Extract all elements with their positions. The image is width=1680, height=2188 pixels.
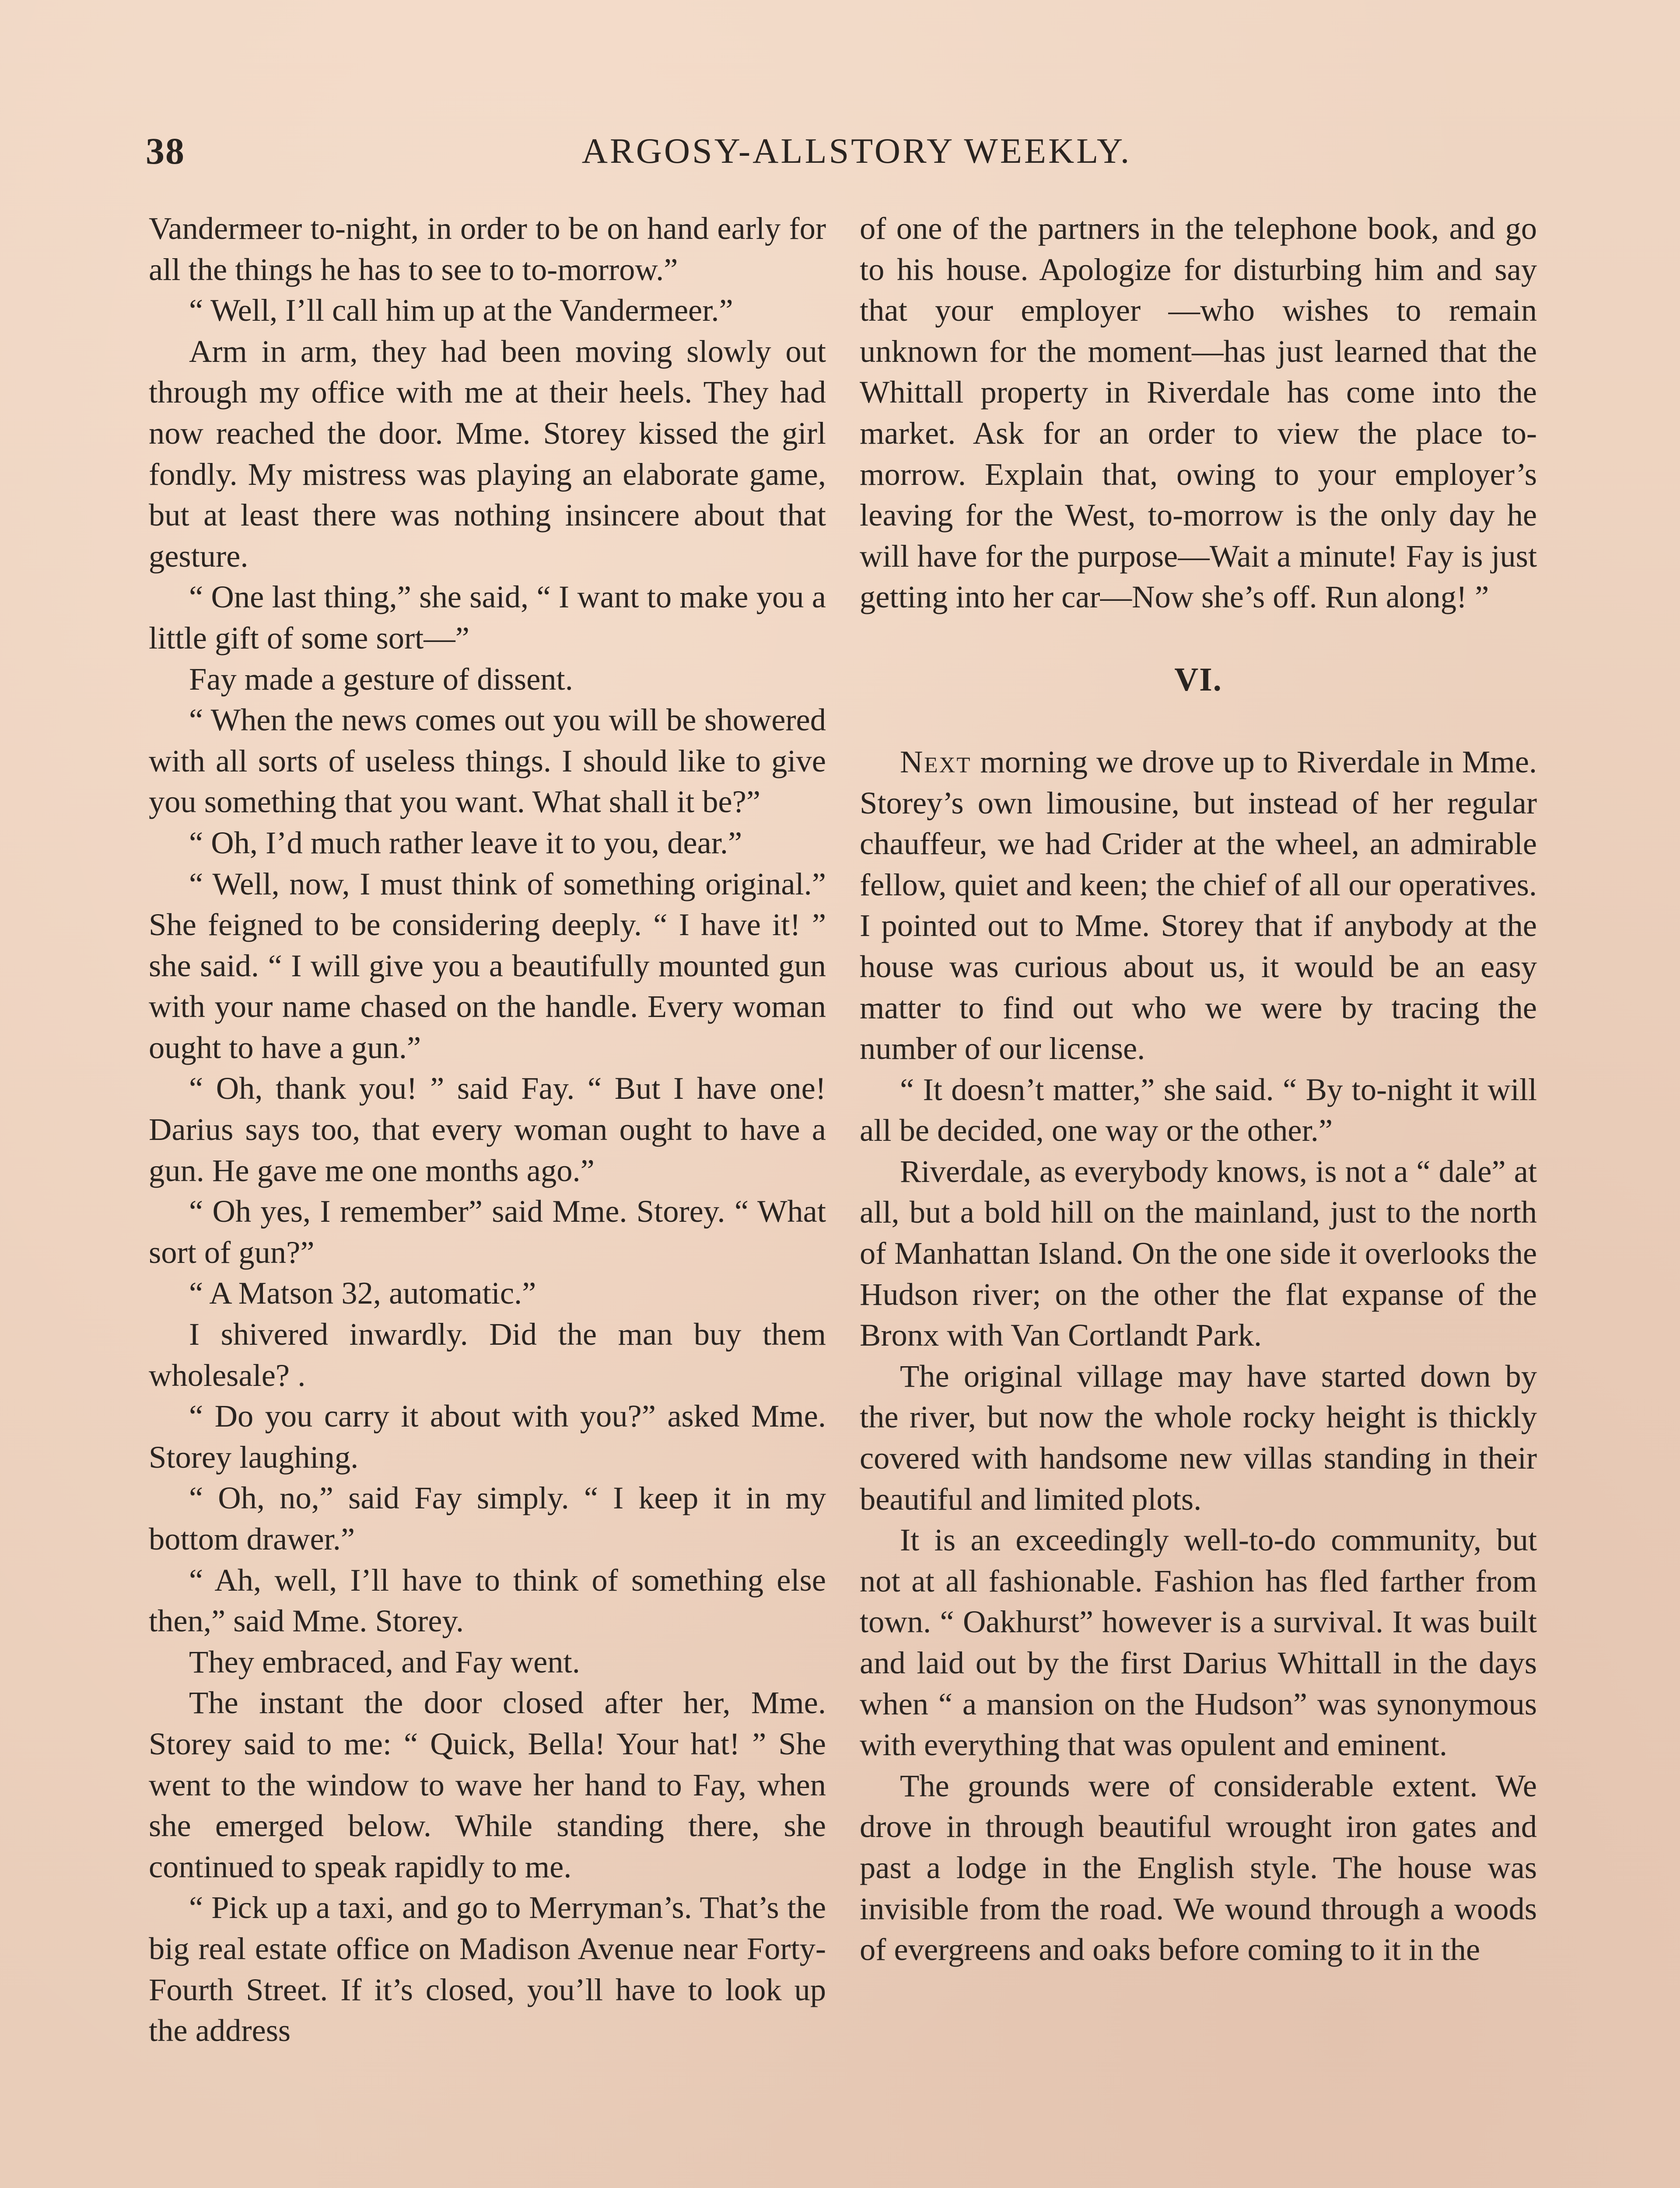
running-head: ARGOSY-ALLSTORY WEEKLY. — [581, 131, 1132, 171]
page-number: 38 — [146, 130, 185, 172]
paragraph: “ Well, I’ll call him up at the Vandermeer.” — [189, 292, 733, 328]
section-heading: VI. — [1174, 661, 1222, 698]
paragraph: Arm in arm, they had been moving slowly out through my office with me at their heels. They had now reached the door. Mme. Storey kissed the girl fondly. My mistress was playing an elaborate game, but at least there was nothing insincere about that gesture. — [149, 333, 826, 574]
paragraph: It is an exceedingly well-to-do community, but not at all fashionable. Fashion has fled farther from town. “ Oakhurst” however is a survival. It was built and laid out by the first Darius Whittall in the days when “ a mansion on the Hudson” was synonymous with everything that was opulent and eminent. — [860, 1522, 1537, 1763]
paragraph-text: morning we drove up to Riverdale in Mme. Storey’s own limousine, but instead of her regular chauffeur, we had Crider at the wheel, an admirable fellow, quiet and keen; the chief of all our operatives. I pointed out to Mme. Storey that if anybody at the house was curious about us, it would be an easy matter to find out who we were by tracing the number of our license. — [860, 743, 1537, 1066]
paragraph: “ One last thing,” she said, “ I want to make you a little gift of some sort—” — [149, 579, 826, 656]
paragraph: “ Oh, no,” said Fay simply. “ I keep it in my bottom drawer.” — [149, 1480, 826, 1557]
paragraph: “ Oh yes, I remember” said Mme. Storey. “ What sort of gun?” — [149, 1193, 826, 1270]
page-header — [146, 127, 1568, 175]
section-first-paragraph — [860, 741, 1537, 1069]
paragraph: Vandermeer to-night, in order to be on hand early for all the things he has to see to to-morrow.” — [149, 210, 826, 287]
paragraph: “ Do you carry it about with you?” asked Mme. Storey laughing. — [149, 1398, 826, 1475]
paragraph: “ Ah, well, I’ll have to think of something else then,” said Mme. Storey. — [149, 1562, 826, 1639]
paragraph: “ A Matson 32, automatic.” — [189, 1275, 536, 1311]
paragraph: Riverdale, as everybody knows, is not a “ dale” at all, but a bold hill on the mainland, just to the north of Manhattan Island. On the one side it overlooks the Hudson river; on the other the flat expanse of the Bronx with Van Cortlandt Park. — [860, 1153, 1537, 1353]
paragraph: They embraced, and Fay went. — [189, 1644, 580, 1680]
paragraph: “ Oh, I’d much rather leave it to you, dear.” — [189, 824, 742, 860]
paragraph: “ Pick up a taxi, and go to Merryman’s. That’s the big real estate office on Madison Avenue near Forty-Fourth Street. If it’s closed, you’ll have to look up the address — [149, 1890, 826, 2048]
paragraph: “ Well, now, I must think of something original.” She feigned to be considering deeply. “ I have it! ” she said. “ I will give you a beautifully mounted gun with your name chased on the handle. Every woman ought to have a gun.” — [149, 866, 826, 1065]
paragraph: The instant the door closed after her, Mme. Storey said to me: “ Quick, Bella! Your hat! ” She went to the window to wave her hand to Fay, when she emerged below. While standing there, she continued to speak rapidly to me. — [149, 1685, 826, 1884]
drop-word: Next — [900, 743, 972, 779]
paragraph: The original village may have started down by the river, but now the whole rocky height is thickly covered with handsome new villas standing in their beautiful and limited plots. — [860, 1358, 1537, 1517]
paragraph: of one of the partners in the telephone book, and go to his house. Apologize for disturbing him and say that your employer —who wishes to remain unknown for the moment—has just learned that the Whittall property in Riverdale has come into the market. Ask for an order to view the place to-morrow. Explain that, owing to your employer’s leaving for the West, to-morrow is the only day he will have for the purpose—Wait a minute! Fay is just getting into her car—Now she’s off. Run along! ” — [860, 210, 1537, 615]
paragraph: Fay made a gesture of dissent. — [189, 661, 573, 697]
paragraph: “ It doesn’t matter,” she said. “ By to-night it will all be decided, one way or the other.” — [860, 1071, 1537, 1148]
paragraph: “ Oh, thank you! ” said Fay. “ But I have one! Darius says too, that every woman ought to have a gun. He gave me one months ago.” — [149, 1070, 826, 1188]
paragraph: The grounds were of considerable extent. We drove in through beautiful wrought iron gates and past a lodge in the English style. The house was invisible from the road. We wound through a woods of evergreens and oaks before coming to it in the — [860, 1767, 1537, 1967]
left-column — [149, 208, 826, 2051]
paragraph: I shivered inwardly. Did the man buy them wholesale? . — [149, 1316, 826, 1393]
paragraph: “ When the news comes out you will be showered with all sorts of useless things. I should like to give you something that you want. What shall it be?” — [149, 702, 826, 820]
right-column — [860, 208, 1537, 1970]
